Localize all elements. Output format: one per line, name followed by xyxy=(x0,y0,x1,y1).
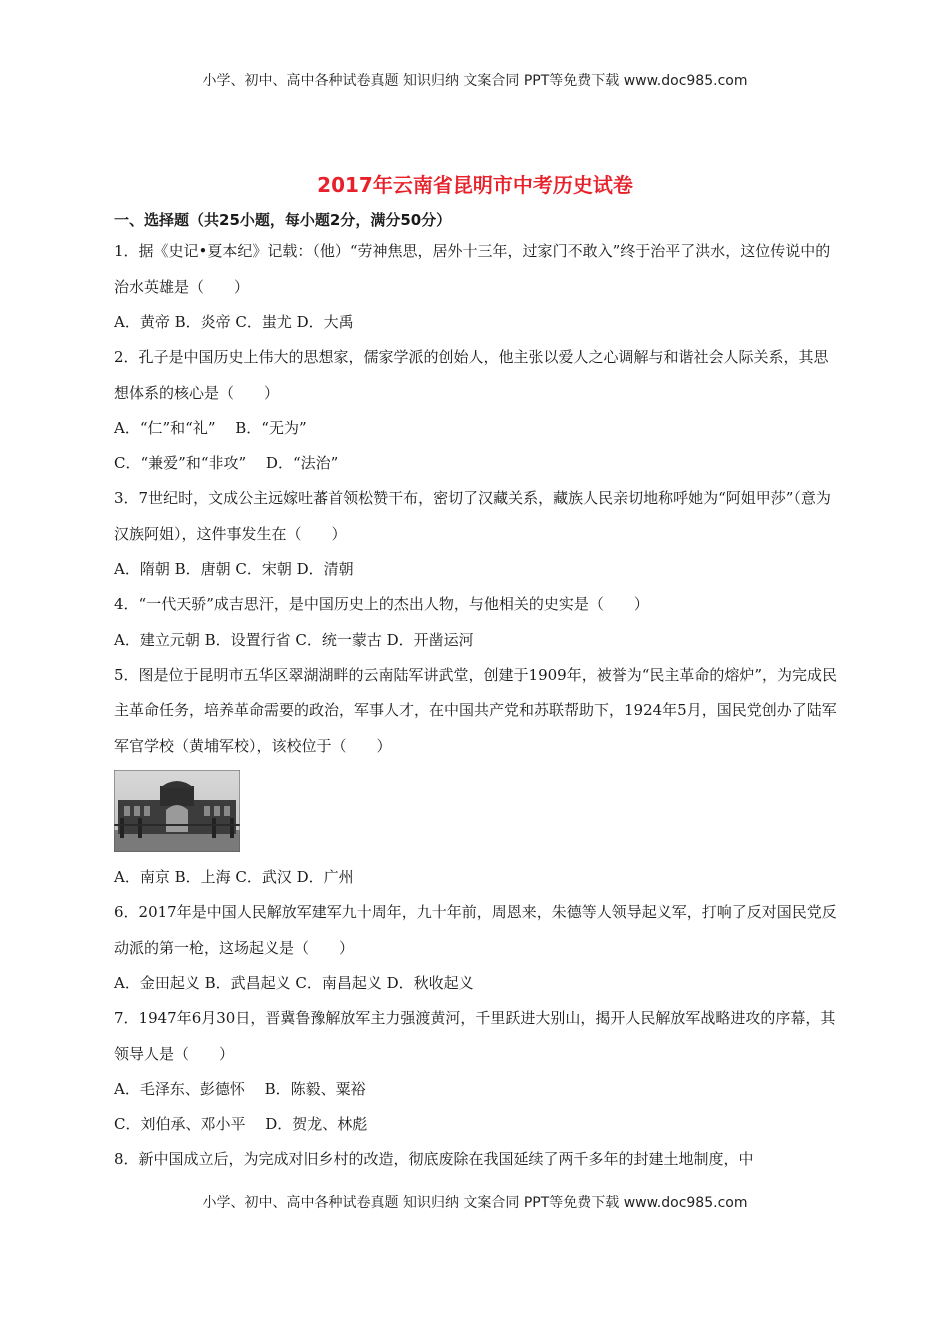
question-options xyxy=(114,305,840,340)
question-2 xyxy=(114,340,840,481)
option-line: A．毛泽东、彭德怀 B．陈毅、粟裕 xyxy=(114,1080,366,1098)
question-options xyxy=(114,966,840,1001)
question-6 xyxy=(114,895,840,1001)
question-stem: 4．“一代天骄”成吉思汗，是中国历史上的杰出人物，与他相关的史实是（ ） xyxy=(114,595,649,613)
question-stem: 3．7世纪时，文成公主远嫁吐蕃首领松赞干布，密切了汉藏关系，藏族人民亲切地称呼她为“阿姐甲莎”（意为汉族阿姐），这件事发生在（ ） xyxy=(114,489,831,543)
question-options xyxy=(114,411,840,481)
option-line: A．建立元朝 B．设置行省 C．统一蒙古 D．开凿运河 xyxy=(114,630,474,649)
question-stem: 1．据《史记•夏本纪》记载：（他）“劳神焦思，居外十三年，过家门不敢入”终于治平了洪水，这位传说中的治水英雄是（ ） xyxy=(114,242,831,296)
military-academy-photo xyxy=(114,770,240,852)
option-line: A．黄帝 B．炎帝 C．蚩尤 D．大禹 xyxy=(114,313,354,331)
question-stem: 5．图是位于昆明市五华区翠湖湖畔的云南陆军讲武堂，创建于1909年，被誉为“民主革命的熔炉”，为完成民主革命任务，培养革命需要的政治，军事人才，在中国共产党和苏联帮助下，1924年5月，国民党创办了陆军军官学校（黄埔军校），该校位于（ ） xyxy=(114,665,838,755)
option-line: C．刘伯承、邓小平 D．贺龙、林彪 xyxy=(114,1115,368,1133)
question-stem: 6．2017年是中国人民解放军建军九十周年，九十年前，周恩来，朱德等人领导起义军，打响了反对国民党反动派的第一枪，这场起义是（ ） xyxy=(114,903,837,957)
option-line: A．金田起义 B．武昌起义 C．南昌起义 D．秋收起义 xyxy=(114,974,474,992)
exam-content xyxy=(114,206,840,1178)
exam-title: 2017年云南省昆明市中考历史试卷 xyxy=(317,173,633,198)
option-line: A．“仁”和“礼” B．“无为” xyxy=(114,419,307,437)
page-header: 小学、初中、高中各种试卷真题 知识归纳 文案合同 PPT等免费下载 www.doc985.com xyxy=(202,73,748,89)
question-5 xyxy=(114,658,840,896)
question-stem: 2．孔子是中国历史上伟大的思想家，儒家学派的创始人，他主张以爱人之心调解与和谐社会人际关系，其思想体系的核心是（ ） xyxy=(114,348,829,402)
question-3 xyxy=(114,481,840,587)
option-line: A．南京 B．上海 C．武汉 D．广州 xyxy=(114,868,354,886)
question-stem: 8．新中国成立后，为完成对旧乡村的改造，彻底废除在我国延续了两千多年的封建土地制度，中 xyxy=(114,1150,754,1168)
option-line: C．“兼爱”和“非攻” D．“法治” xyxy=(114,454,339,472)
page-footer: 小学、初中、高中各种试卷真题 知识归纳 文案合同 PPT等免费下载 www.doc985.com xyxy=(202,1195,748,1211)
section-heading: 一、选择题（共25小题，每小题2分，满分50分） xyxy=(114,211,452,229)
question-options xyxy=(114,1072,840,1142)
question-8 xyxy=(114,1142,840,1178)
question-stem: 7．1947年6月30日，晋冀鲁豫解放军主力强渡黄河，千里跃进大别山，揭开人民解放军战略进攻的序幕，其领导人是（ ） xyxy=(114,1009,836,1063)
question-options xyxy=(114,552,840,587)
question-options xyxy=(114,623,840,658)
question-options xyxy=(114,860,840,895)
option-line: A．隋朝 B．唐朝 C．宋朝 D．清朝 xyxy=(114,560,354,578)
question-7 xyxy=(114,1001,840,1142)
question-1 xyxy=(114,234,840,340)
question-4 xyxy=(114,587,840,658)
